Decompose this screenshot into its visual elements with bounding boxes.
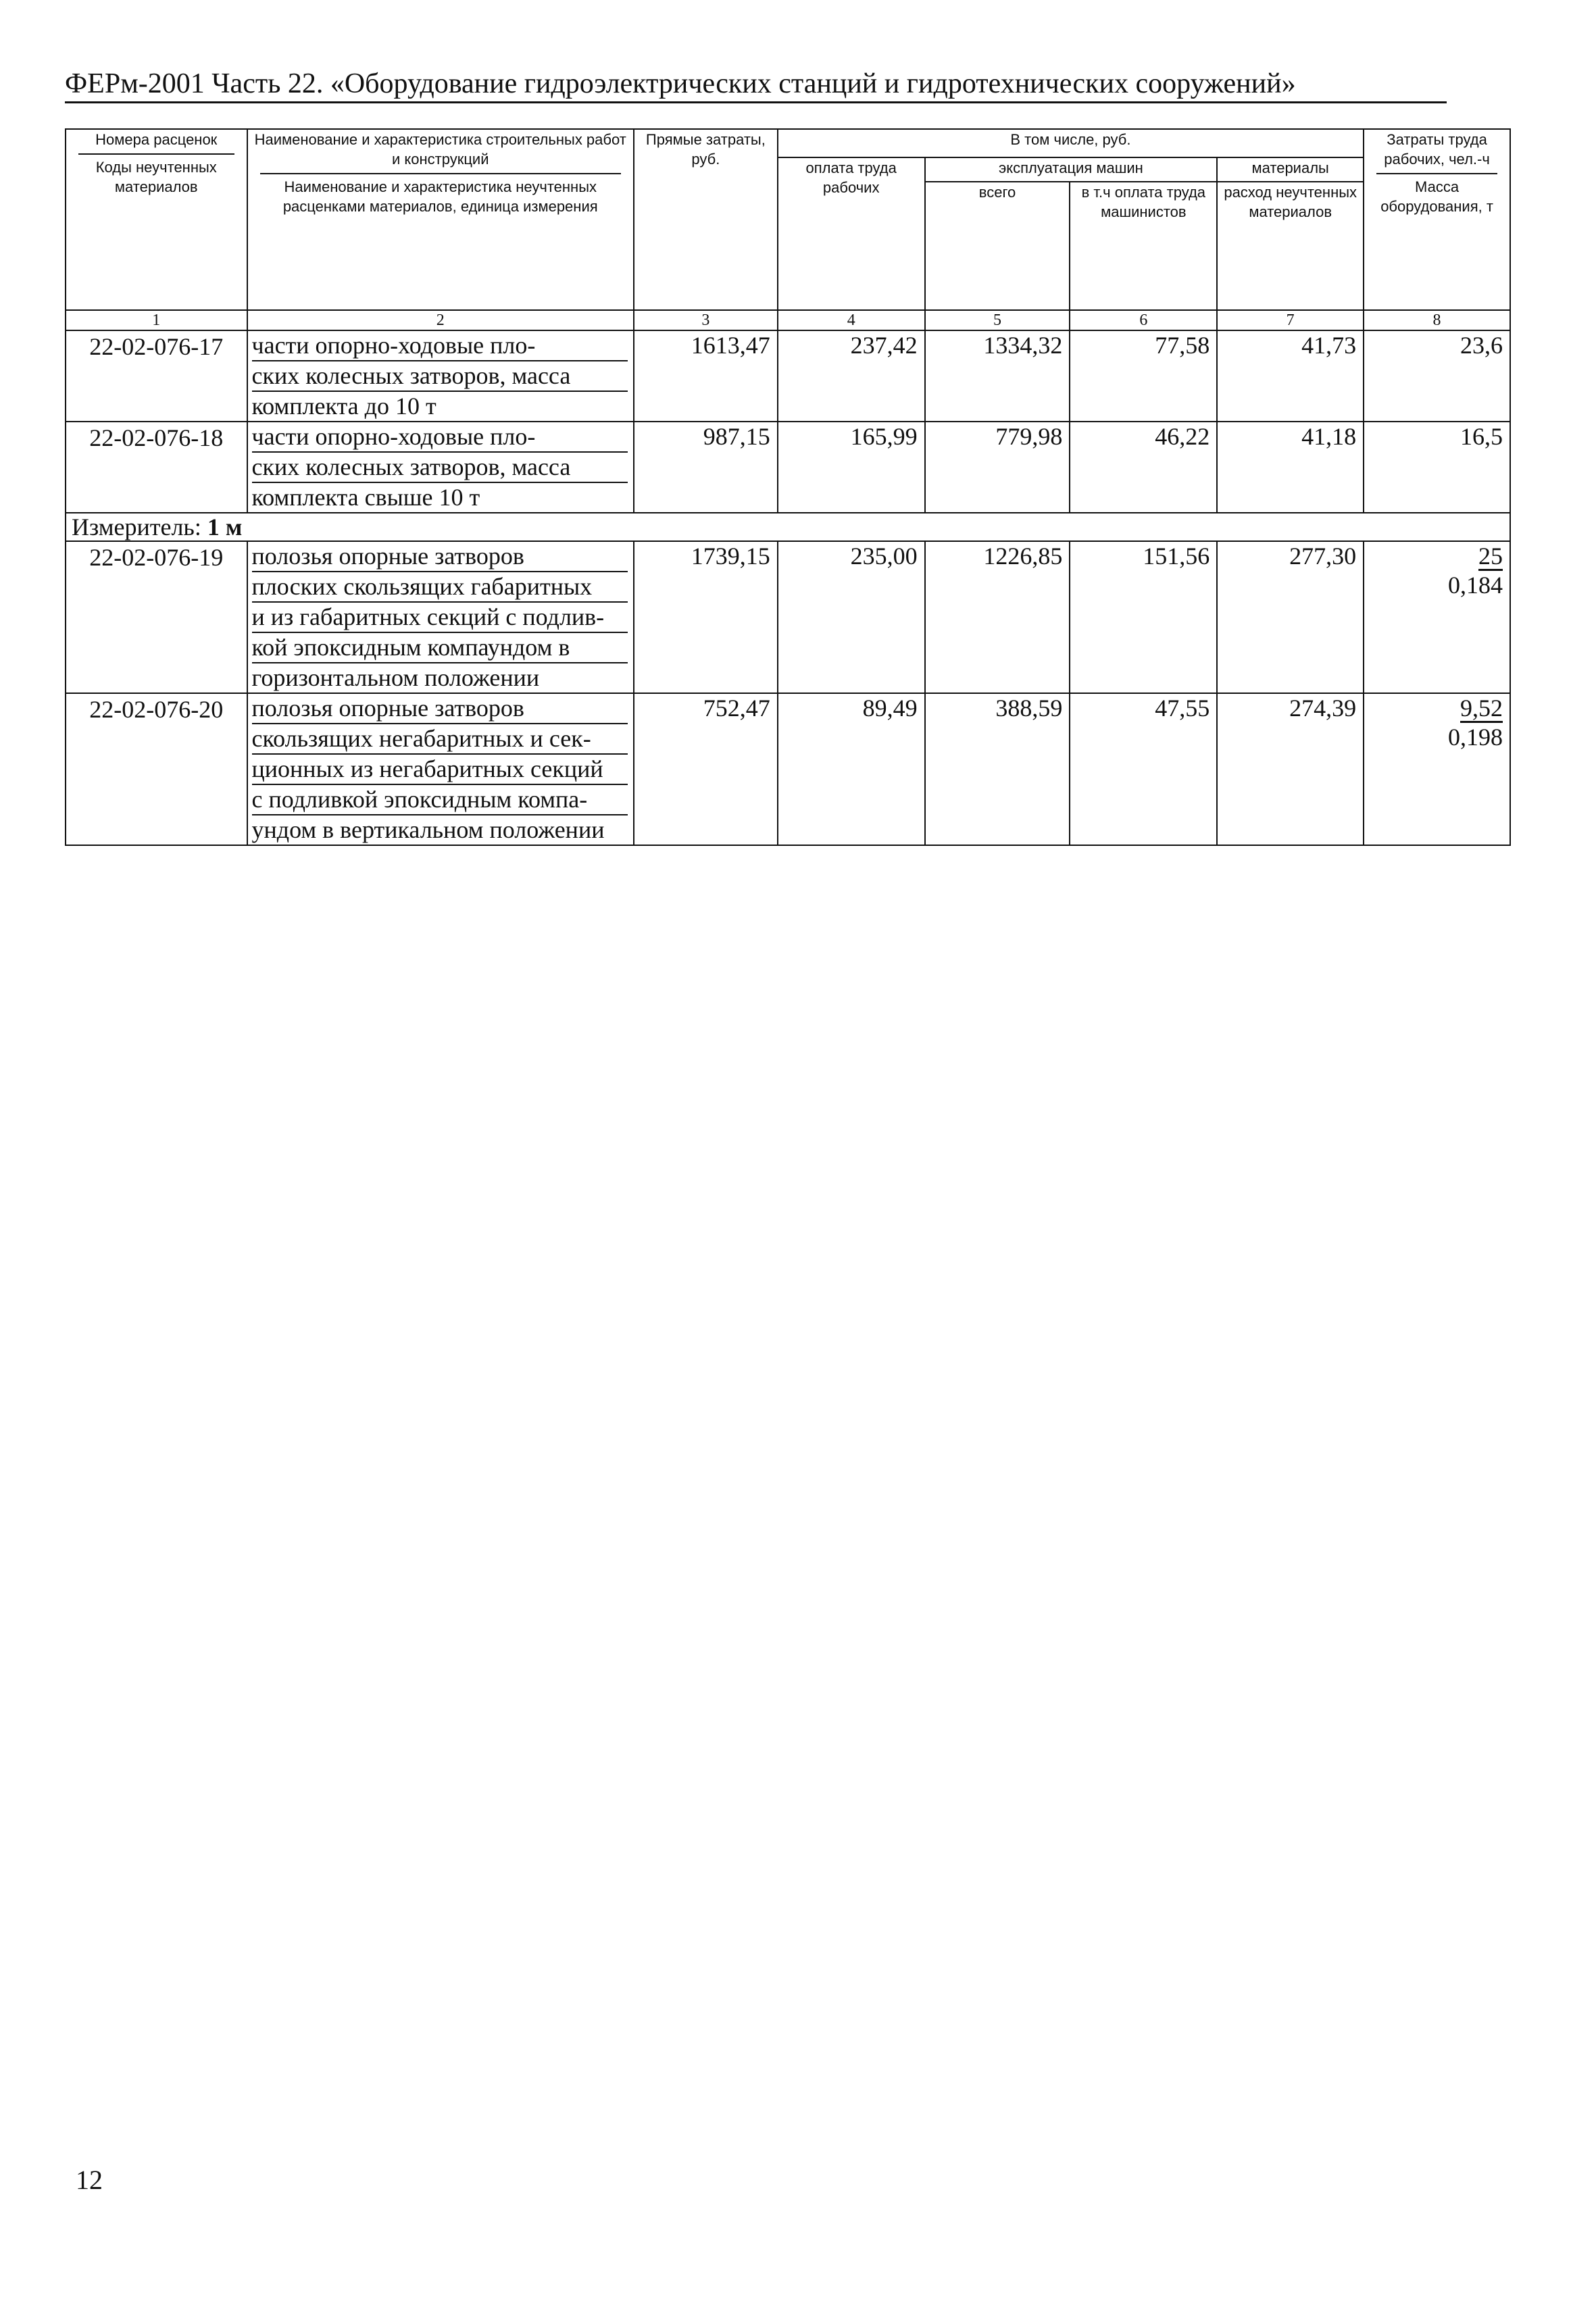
labor-hours-figure: 25 xyxy=(1478,543,1503,570)
machines-total-value: 388,59 xyxy=(925,693,1070,845)
machines-total-value: 1226,85 xyxy=(925,541,1070,693)
description-line: ских колесных затворов, масса xyxy=(252,453,628,483)
column-number: 3 xyxy=(634,310,778,330)
column-numbers-row xyxy=(66,310,1510,330)
rate-description xyxy=(247,541,634,693)
column-number: 6 xyxy=(1070,310,1217,330)
rates-table xyxy=(65,128,1511,846)
header-labor-mass xyxy=(1364,129,1510,310)
direct-costs-value: 752,47 xyxy=(634,693,778,845)
worker-pay-value: 237,42 xyxy=(778,330,925,422)
direct-costs-value: 1613,47 xyxy=(634,330,778,422)
rate-code: 22-02-076-18 xyxy=(66,422,247,513)
header-divider xyxy=(78,153,234,155)
description-line: с подливкой эпоксидным компа- xyxy=(252,785,628,815)
description-line: плоских скользящих габаритных xyxy=(252,572,628,603)
worker-pay-value: 235,00 xyxy=(778,541,925,693)
description-line: ционных из негабаритных секций xyxy=(252,755,628,785)
header-rate-numbers xyxy=(66,129,247,310)
header-machine-operation: эксплуатация машин xyxy=(925,157,1218,182)
materials-value: 41,73 xyxy=(1217,330,1364,422)
materials-value: 277,30 xyxy=(1217,541,1364,693)
description-line: части опорно-ходовые пло- xyxy=(252,422,628,453)
description-line: ундом в вертикальном положении xyxy=(251,816,605,843)
materials-value: 41,18 xyxy=(1217,422,1364,513)
description-line: части опорно-ходовые пло- xyxy=(252,331,628,361)
measure-prefix: Измеритель: xyxy=(72,513,201,540)
column-number: 8 xyxy=(1364,310,1510,330)
header-work-description xyxy=(247,129,634,310)
rate-code: 22-02-076-19 xyxy=(66,541,247,693)
worker-pay-value: 89,49 xyxy=(778,693,925,845)
rate-code: 22-02-076-20 xyxy=(66,693,247,845)
description-line: комплекта свыше 10 т xyxy=(251,484,480,511)
page-number: 12 xyxy=(76,2165,103,2195)
header-direct-costs: Прямые затраты, руб. xyxy=(634,129,778,310)
rate-code: 22-02-076-17 xyxy=(66,330,247,422)
header-including: В том числе, руб. xyxy=(778,129,1364,157)
description-line: полозья опорные затворов xyxy=(252,542,628,572)
column-number: 1 xyxy=(66,310,247,330)
rate-description xyxy=(247,330,634,422)
header-machines-total: всего xyxy=(925,182,1070,310)
direct-costs-value: 987,15 xyxy=(634,422,778,513)
description-line: полозья опорные затворов xyxy=(252,694,628,724)
measure-row xyxy=(66,513,1510,541)
operators-pay-value: 151,56 xyxy=(1070,541,1217,693)
equipment-mass-value: 0,184 xyxy=(1448,572,1503,599)
column-number: 2 xyxy=(247,310,634,330)
header-divider xyxy=(260,173,621,174)
labor-hours-figure: 9,52 xyxy=(1460,695,1503,722)
header-worker-pay: оплата труда рабочих xyxy=(778,157,925,310)
header-materials-description-label: Наименование и характеристика неучтенных расценками материалов, единица измерения xyxy=(282,178,598,215)
header-equipment-mass-label: Масса оборудования, т xyxy=(1380,178,1493,215)
description-line: комплекта до 10 т xyxy=(251,393,437,420)
direct-costs-value: 1739,15 xyxy=(634,541,778,693)
operators-pay-value: 47,55 xyxy=(1070,693,1217,845)
table-row xyxy=(66,422,1510,513)
header-divider xyxy=(1376,173,1497,174)
description-line: горизонтальном положении xyxy=(251,664,540,691)
description-line: скользящих негабаритных и сек- xyxy=(252,724,628,755)
column-number: 4 xyxy=(778,310,925,330)
column-number: 5 xyxy=(925,310,1070,330)
materials-value: 274,39 xyxy=(1217,693,1364,845)
table-row xyxy=(66,330,1510,422)
labor-hours-value xyxy=(1364,541,1510,693)
header-operators-pay: в т.ч оплата труда машинистов xyxy=(1070,182,1217,310)
description-line: кой эпоксидным компаундом в xyxy=(252,633,628,663)
equipment-mass-value: 0,198 xyxy=(1448,724,1503,751)
header-labor-hours-label: Затраты труда рабочих, чел.-ч xyxy=(1384,131,1490,168)
labor-hours-value xyxy=(1364,693,1510,845)
measure-unit-value: 1 м xyxy=(207,513,243,540)
operators-pay-value: 46,22 xyxy=(1070,422,1217,513)
labor-hours-value: 23,6 xyxy=(1364,330,1510,422)
header-materials: материалы xyxy=(1217,157,1364,182)
worker-pay-value: 165,99 xyxy=(778,422,925,513)
header-material-codes-label: Коды неучтенных материалов xyxy=(95,159,217,195)
labor-hours-value: 16,5 xyxy=(1364,422,1510,513)
table-row xyxy=(66,693,1510,845)
header-rate-numbers-label: Номера расценок xyxy=(95,131,218,148)
description-line: ских колесных затворов, масса xyxy=(252,361,628,392)
machines-total-value: 779,98 xyxy=(925,422,1070,513)
table-row xyxy=(66,541,1510,693)
operators-pay-value: 77,58 xyxy=(1070,330,1217,422)
measure-unit xyxy=(66,513,1510,541)
page-header: ФЕРм-2001 Часть 22. «Оборудование гидроэлектрических станций и гидротехнических сооружений» xyxy=(65,68,1296,99)
header-work-description-label: Наименование и характеристика строительных работ и конструкций xyxy=(254,131,626,168)
header-rule xyxy=(65,101,1447,103)
description-line: и из габаритных секций с подлив- xyxy=(252,603,628,633)
rate-description xyxy=(247,693,634,845)
column-number: 7 xyxy=(1217,310,1364,330)
rate-description xyxy=(247,422,634,513)
machines-total-value: 1334,32 xyxy=(925,330,1070,422)
header-unaccounted-materials: расход неучтенных материалов xyxy=(1217,182,1364,310)
